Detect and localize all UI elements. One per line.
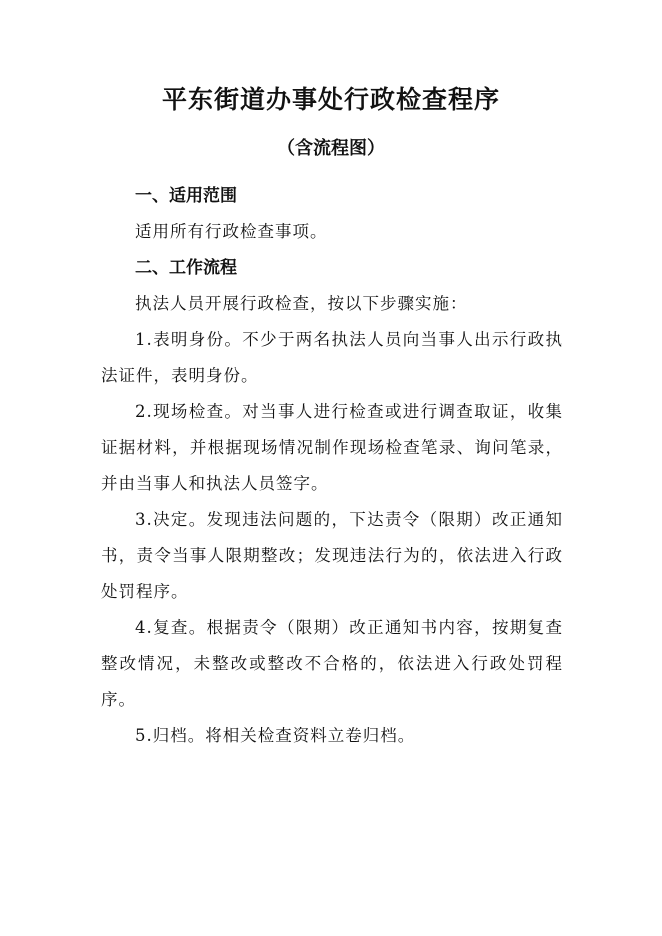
workflow-step-1: 1.表明身份。不少于两名执法人员向当事人出示行政执法证件，表明身份。 (101, 330, 563, 385)
workflow-step-2: 2.现场检查。对当事人进行检查或进行调查取证，收集证据材料，并根据现场情况制作现场检查笔录、询问笔录，并由当事人和执法人员签字。 (101, 402, 563, 493)
document-subtitle: （含流程图） (277, 138, 385, 159)
section-heading-scope: 一、适用范围 (135, 186, 237, 206)
workflow-intro: 执法人员开展行政检查，按以下步骤实施： (135, 294, 468, 313)
workflow-step-4: 4.复查。根据责令（限期）改正通知书内容，按期复查整改情况，未整改或整改不合格的，依法进入行政处罚程序。 (101, 618, 563, 709)
workflow-step-3: 3.决定。发现违法问题的，下达责令（限期）改正通知书，责令当事人限期整改；发现违法行为的，依法进入行政处罚程序。 (101, 510, 563, 601)
workflow-step-5: 5.归档。将相关检查资料立卷归档。 (135, 726, 416, 745)
section-text-scope: 适用所有行政检查事项。 (135, 222, 328, 241)
document-title: 平东街道办事处行政检查程序 (161, 85, 500, 114)
document-body (101, 178, 563, 754)
section-heading-workflow: 二、工作流程 (135, 258, 237, 278)
